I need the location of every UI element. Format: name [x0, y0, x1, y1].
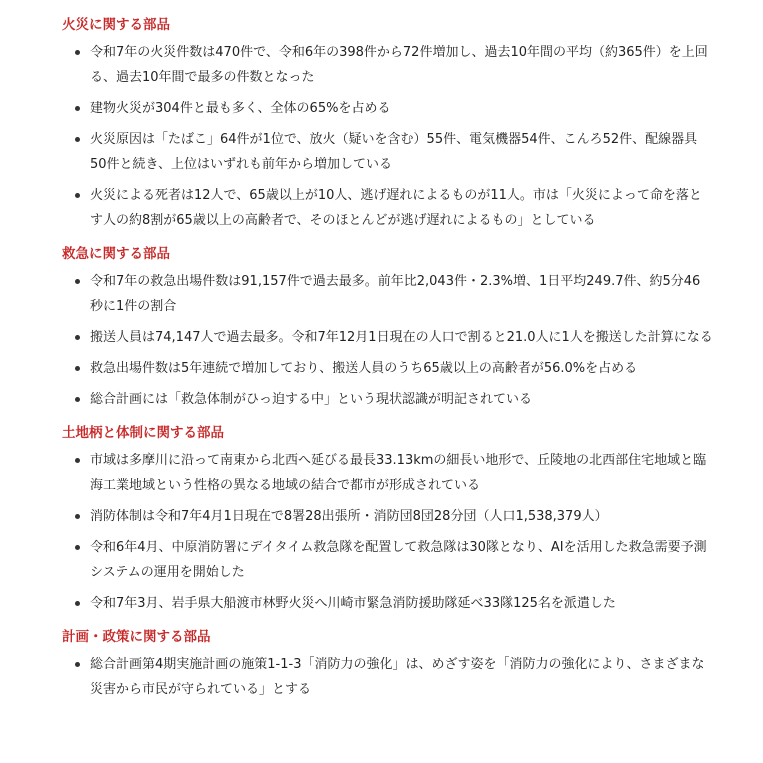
- list-item-text: 令和6年4月、中原消防署にデイタイム救急隊を配置して救急隊は30隊となり、AIを活用した救急需要予測システムの運用を開始した: [90, 540, 707, 580]
- list-item-text: 火災による死者は12人で、65歳以上が10人、逃げ遅れによるものが11人。市は「火災によって命を落とす人の約8割が65歳以上の高齢者で、そのほとんどが逃げ遅れによるもの」としている: [90, 188, 702, 228]
- item-list-fire: [0, 40, 763, 233]
- bullet-icon: [75, 193, 80, 198]
- list-item: [0, 504, 763, 529]
- list-item-text: 総合計画第4期実施計画の施策1-1-3「消防力の強化」は、めざす姿を「消防力の強化により、さまざまな災害から市民が守られている」とする: [90, 657, 705, 697]
- bullet-icon: [75, 279, 80, 284]
- list-item: [0, 591, 763, 616]
- bullet-icon: [75, 514, 80, 519]
- list-item: [0, 356, 763, 381]
- bullet-icon: [75, 137, 80, 142]
- list-item: [0, 183, 763, 233]
- list-item: [0, 325, 763, 350]
- list-item: [0, 387, 763, 412]
- bullet-icon: [75, 662, 80, 667]
- list-item-text: 令和7年の救急出場件数は91,157件で過去最多。前年比2,043件・2.3%増、1日平均249.7件、約5分46秒に1件の割合: [90, 274, 701, 314]
- list-item-text: 総合計画には「救急体制がひっ迫する中」という現状認識が明記されている: [90, 392, 533, 407]
- section-heading-land-and-organization: 土地柄と体制に関する部品: [62, 425, 224, 441]
- list-item: [0, 127, 763, 177]
- list-item-text: 令和7年の火災件数は470件で、令和6年の398件から72件増加し、過去10年間の平均（約365件）を上回る、過去10年間で最多の件数となった: [90, 45, 708, 85]
- bullet-icon: [75, 50, 80, 55]
- list-item: [0, 448, 763, 498]
- bullet-icon: [75, 366, 80, 371]
- list-item-text: 市域は多摩川に沿って南東から北西へ延びる最長33.13kmの細長い地形で、丘陵地の北西部住宅地域と臨海工業地域という性格の異なる地域の結合で都市が形成されている: [90, 453, 707, 493]
- list-item: [0, 652, 763, 702]
- section-heading-fire: 火災に関する部品: [62, 17, 170, 33]
- list-item-text: 建物火災が304件と最も多く、全体の65%を占める: [90, 101, 391, 116]
- bullet-icon: [75, 397, 80, 402]
- bullet-icon: [75, 601, 80, 606]
- section-fire: [0, 10, 763, 233]
- list-item-text: 救急出場件数は5年連続で増加しており、搬送人員のうち65歳以上の高齢者が56.0%を占める: [90, 361, 638, 376]
- list-item: [0, 96, 763, 121]
- item-list-land-and-organization: [0, 448, 763, 616]
- section-heading-ambulance: 救急に関する部品: [62, 246, 170, 262]
- bullet-icon: [75, 458, 80, 463]
- bullet-icon: [75, 545, 80, 550]
- list-item-text: 消防体制は令和7年4月1日現在で8署28出張所・消防団8団28分団（人口1,538,379人）: [90, 509, 608, 524]
- section-ambulance: [0, 239, 763, 412]
- item-list-ambulance: [0, 269, 763, 412]
- bullet-icon: [75, 106, 80, 111]
- list-item-text: 火災原因は「たばこ」64件が1位で、放火（疑いを含む）55件、電気機器54件、こんろ52件、配線器具50件と続き、上位はいずれも前年から増加している: [90, 132, 698, 172]
- list-item-text: 令和7年3月、岩手県大船渡市林野火災へ川崎市緊急消防援助隊延べ33隊125名を派遣した: [90, 596, 616, 611]
- bullet-icon: [75, 335, 80, 340]
- section-land-and-organization: [0, 418, 763, 616]
- list-item-text: 搬送人員は74,147人で過去最多。令和7年12月1日現在の人口で割ると21.0人に1人を搬送した計算になる: [90, 330, 713, 345]
- section-plans-and-policy: [0, 622, 763, 702]
- list-item: [0, 269, 763, 319]
- section-heading-plans-and-policy: 計画・政策に関する部品: [62, 629, 211, 645]
- item-list-plans-and-policy: [0, 652, 763, 702]
- list-item: [0, 535, 763, 585]
- list-item: [0, 40, 763, 90]
